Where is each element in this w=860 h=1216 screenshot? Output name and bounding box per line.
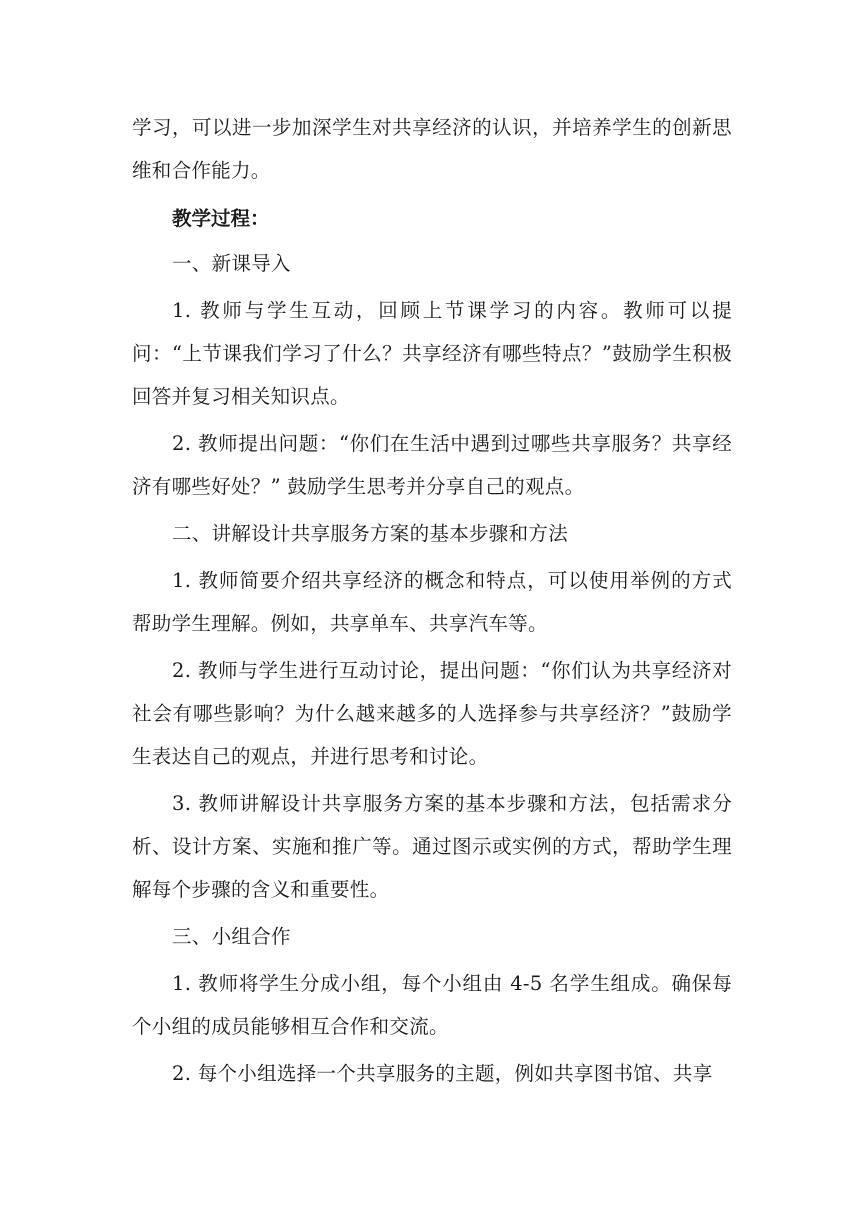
document-page (132, 106, 732, 1095)
teaching-process-heading: 教学过程： (172, 207, 270, 230)
section-3-item-1: 1. 教师将学生分成小组，每个小组由 4-5 名学生组成。确保每个小组的成员能够相互合作和交流。 (132, 972, 732, 1038)
section-2-title: 二、讲解设计共享服务方案的基本步骤和方法 (172, 522, 569, 545)
section-2-item-2: 2. 教师与学生进行互动讨论，提出问题：“你们认为共享经济对社会有哪些影响？为什么越来越多的人选择参与共享经济？”鼓励学生表达自己的观点，并进行思考和讨论。 (132, 659, 732, 768)
section-1-title: 一、新课导入 (172, 252, 291, 275)
section-3-title: 三、小组合作 (172, 925, 291, 948)
section-1-item-1: 1. 教师与学生互动，回顾上节课学习的内容。教师可以提问：“上节课我们学习了什么？共享经济有哪些特点？”鼓励学生积极回答并复习相关知识点。 (132, 299, 732, 408)
section-2-item-1: 1. 教师简要介绍共享经济的概念和特点，可以使用举例的方式帮助学生理解。例如，共享单车、共享汽车等。 (132, 569, 732, 635)
section-3-item-2: 2. 每个小组选择一个共享服务的主题，例如共享图书馆、共享 (172, 1062, 713, 1085)
section-2-item-3: 3. 教师讲解设计共享服务方案的基本步骤和方法，包括需求分析、设计方案、实施和推广等。通过图示或实例的方式，帮助学生理解每个步骤的含义和重要性。 (132, 792, 732, 901)
section-1-item-2: 2. 教师提出问题：“你们在生活中遇到过哪些共享服务？共享经济有哪些好处？” 鼓励学生思考并分享自己的观点。 (132, 432, 732, 498)
intro-continuation: 学习，可以进一步加深学生对共享经济的认识，并培养学生的创新思维和合作能力。 (132, 116, 732, 182)
